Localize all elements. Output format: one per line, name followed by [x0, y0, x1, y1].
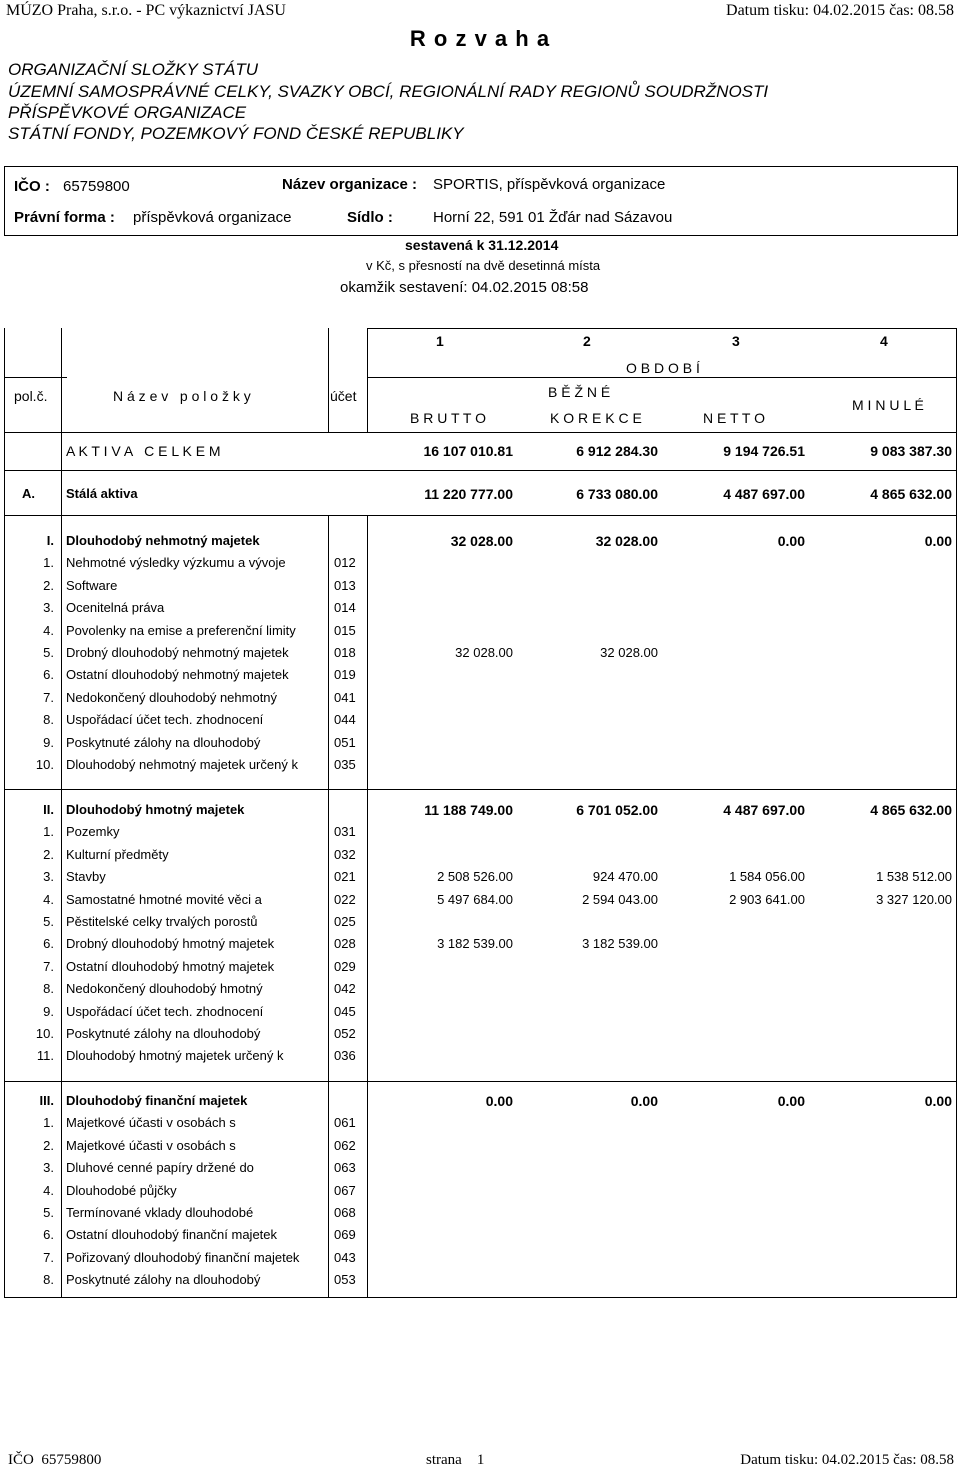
row-number: 3.: [43, 1160, 54, 1176]
table-row: [0, 664, 960, 686]
category-line-2: ÚZEMNÍ SAMOSPRÁVNÉ CELKY, SVAZKY OBCÍ, REGIONÁLNÍ RADY REGIONŮ SOUDRŽNOSTI: [8, 82, 769, 101]
table-row: [0, 642, 960, 664]
table-row: [0, 1224, 960, 1246]
total-assets-row: [0, 440, 960, 462]
row-account: 063: [334, 1160, 356, 1176]
row-account: 012: [334, 555, 356, 571]
table-row: [0, 978, 960, 1000]
section-number: II.: [43, 802, 54, 817]
document-title: R o z v a h a: [409, 26, 551, 51]
table-row: [0, 597, 960, 619]
row-account: 044: [334, 712, 356, 728]
section-value: 0.00: [924, 1093, 952, 1109]
row-account: 068: [334, 1205, 356, 1220]
section-label: Dlouhodobý nehmotný majetek: [66, 533, 260, 548]
compile-moment: okamžik sestavení: 04.02.2015 08:58: [340, 279, 589, 296]
category-line-4: STÁTNÍ FONDY, POZEMKOVÝ FOND ČESKÉ REPUBLIKY: [8, 124, 464, 143]
row-name: Uspořádací účet tech. zhodnocení: [66, 1003, 264, 1019]
row-account: 069: [334, 1227, 356, 1243]
row-account: 021: [334, 869, 356, 885]
table-row: [0, 1247, 960, 1269]
period-header: O B D O B Í: [626, 360, 700, 376]
section-value: 6 701 052.00: [576, 802, 658, 818]
table-row: [0, 1135, 960, 1157]
row-name: Dlouhodobý nehmotný majetek určený k: [66, 757, 298, 772]
row-name: Stavby: [66, 869, 106, 885]
table-row: [0, 889, 960, 911]
row-name: Povolenky na emise a preferenční limity: [66, 622, 296, 638]
total-assets-brutto: 16 107 010.81: [423, 443, 513, 459]
total-assets-korekce: 6 912 284.30: [576, 443, 658, 459]
table-row: [0, 1112, 960, 1134]
row-name: Drobný dlouhodobý nehmotný majetek: [66, 645, 289, 660]
table-row: [0, 552, 960, 574]
row-name: Termínované vklady dlouhodobé: [66, 1205, 254, 1220]
row-number: 9.: [43, 1003, 54, 1019]
section-value: 0.00: [485, 1093, 513, 1109]
row-name: Dluhové cenné papíry držené do: [66, 1160, 254, 1176]
row-name: Majetkové účasti v osobách s: [66, 1137, 236, 1153]
section-value: 0.00: [630, 1093, 658, 1109]
row-name: Pořizovaný dlouhodobý finanční majetek: [66, 1249, 300, 1265]
footer-page: strana 1: [426, 1452, 485, 1468]
row-account: 018: [334, 645, 356, 660]
table-row: [0, 1180, 960, 1202]
row-number: 5.: [43, 1205, 54, 1220]
row-account: 041: [334, 689, 356, 705]
korekce-header: K O R E K C E: [550, 410, 642, 426]
table-row: [0, 709, 960, 731]
row-account: 032: [334, 846, 356, 862]
table-row: [0, 911, 960, 933]
row-number: 2.: [43, 1137, 54, 1153]
col-num-4: 4: [880, 333, 888, 349]
row-value: 3 182 539.00: [437, 936, 513, 952]
row-number: 1.: [43, 824, 54, 840]
account-header: účet: [330, 388, 357, 404]
row-account: 013: [334, 577, 356, 593]
row-name: Poskytnuté zálohy na dlouhodobý: [66, 1272, 261, 1288]
category-line-1: ORGANIZAČNÍ SLOŽKY STÁTU: [8, 60, 259, 79]
row-account: 053: [334, 1272, 356, 1288]
section-value: 4 487 697.00: [723, 802, 805, 818]
precision-note: v Kč, s přesností na dvě desetinná místa: [366, 258, 601, 273]
row-account: 062: [334, 1137, 356, 1153]
row-number: 10.: [35, 757, 54, 772]
row-number: 4.: [43, 1182, 54, 1198]
row-value: 3 182 539.00: [582, 936, 658, 952]
row-account: 014: [334, 600, 356, 616]
fixed-assets-row: [0, 483, 960, 505]
row-number: 4.: [43, 622, 54, 638]
row-name: Software: [66, 577, 118, 593]
fixed-assets-korekce: 6 733 080.00: [576, 486, 658, 502]
row-value: 2 903 641.00: [729, 891, 805, 907]
section-value: 0.00: [924, 533, 952, 549]
row-number: 9.: [43, 734, 54, 750]
row-account: 029: [334, 958, 356, 974]
row-account: 045: [334, 1003, 356, 1019]
row-name: Samostatné hmotné movité věci a: [66, 891, 262, 907]
total-assets-minule: 9 083 387.30: [870, 443, 952, 459]
row-account: 031: [334, 824, 356, 840]
row-value: 1 584 056.00: [729, 869, 805, 885]
table-row: [0, 956, 960, 978]
seat-value: Horní 22, 591 01 Žďár nad Sázavou: [433, 209, 673, 226]
seat-label: Sídlo :: [347, 209, 393, 226]
fixed-assets-netto: 4 487 697.00: [723, 486, 805, 502]
section-value: 11 188 749.00: [424, 802, 513, 818]
table-row: [0, 1157, 960, 1179]
row-number: 2.: [43, 577, 54, 593]
legal-form-value: příspěvková organizace: [133, 209, 292, 226]
row-account: 061: [334, 1115, 356, 1131]
row-number: 6.: [43, 1227, 54, 1243]
footer-ico: IČO 65759800: [8, 1452, 102, 1468]
table-row: [0, 1045, 960, 1067]
row-number: 8.: [43, 712, 54, 728]
row-account: 051: [334, 734, 356, 750]
fixed-assets-minule: 4 865 632.00: [870, 486, 952, 502]
row-number: 6.: [43, 667, 54, 683]
table-row: [0, 620, 960, 642]
fixed-assets-number: A.: [22, 486, 35, 501]
table-row: [0, 821, 960, 843]
row-account: 043: [334, 1249, 356, 1265]
fixed-assets-label: Stálá aktiva: [66, 486, 138, 501]
row-name: Drobný dlouhodobý hmotný majetek: [66, 936, 275, 952]
section-value: 4 865 632.00: [870, 802, 952, 818]
row-name: Nedokončený dlouhodobý hmotný: [66, 981, 263, 997]
row-name: Ostatní dlouhodobý finanční majetek: [66, 1227, 278, 1243]
row-name: Poskytnuté zálohy na dlouhodobý: [66, 1026, 261, 1041]
row-name: Pěstitelské celky trvalých porostů: [66, 914, 258, 929]
row-account: 052: [334, 1026, 356, 1041]
row-account: 019: [334, 667, 356, 683]
section-label: Dlouhodobý finanční majetek: [66, 1093, 248, 1108]
row-number: 7.: [43, 689, 54, 705]
netto-header: N E T T O: [703, 410, 765, 426]
org-name-value: SPORTIS, příspěvková organizace: [433, 176, 666, 193]
row-number: 3.: [43, 869, 54, 885]
legal-form-label: Právní forma :: [14, 209, 115, 226]
section-value: 0.00: [777, 533, 805, 549]
row-account: 022: [334, 891, 356, 907]
row-name: Poskytnuté zálohy na dlouhodobý: [66, 734, 261, 750]
section-header-row: [0, 530, 960, 552]
total-assets-netto: 9 194 726.51: [723, 443, 805, 459]
table-row: [0, 866, 960, 888]
row-value: 2 508 526.00: [437, 869, 513, 885]
row-name: Ostatní dlouhodobý nehmotný majetek: [66, 667, 289, 683]
section-header-row: [0, 1090, 960, 1112]
row-name: Pozemky: [66, 824, 120, 840]
row-number: 4.: [43, 891, 54, 907]
table-row: [0, 732, 960, 754]
row-account: 028: [334, 936, 356, 952]
row-name: Dlouhodobý hmotný majetek určený k: [66, 1048, 284, 1064]
col-num-3: 3: [732, 333, 740, 349]
row-number: 3.: [43, 600, 54, 616]
section-number: III.: [39, 1093, 54, 1108]
print-datetime: Datum tisku: 04.02.2015 čas: 08.58: [726, 2, 954, 19]
row-name: Nedokončený dlouhodobý nehmotný: [66, 689, 278, 705]
previous-period-header: M I N U L É: [852, 397, 924, 413]
ico-label: IČO :: [14, 178, 50, 195]
row-value: 3 327 120.00: [876, 891, 952, 907]
fixed-assets-brutto: 11 220 777.00: [424, 486, 513, 502]
row-name: Majetkové účasti v osobách s: [66, 1115, 236, 1131]
ico-value: 65759800: [63, 178, 130, 195]
row-number: 8.: [43, 1272, 54, 1288]
table-row: [0, 575, 960, 597]
table-row: [0, 754, 960, 776]
row-number: 1.: [43, 555, 54, 571]
section-value: 32 028.00: [595, 533, 658, 549]
table-row: [0, 687, 960, 709]
row-number: 1.: [43, 1115, 54, 1131]
row-number: 7.: [43, 958, 54, 974]
row-account: 042: [334, 981, 356, 997]
row-number: 2.: [43, 846, 54, 862]
category-line-3: PŘÍSPĚVKOVÉ ORGANIZACE: [8, 103, 247, 122]
section-value: 0.00: [777, 1093, 805, 1109]
row-value: 5 497 684.00: [437, 891, 513, 907]
item-name-header: N á z e v p o l o ž k y: [113, 388, 251, 404]
row-name: Kulturní předměty: [66, 846, 169, 862]
footer-print-datetime: Datum tisku: 04.02.2015 čas: 08.58: [740, 1452, 954, 1468]
row-number: 8.: [43, 981, 54, 997]
brutto-header: B R U T T O: [410, 410, 486, 426]
row-value: 924 470.00: [592, 869, 658, 885]
current-period-header: B Ě Ž N É: [548, 384, 611, 400]
total-assets-label: A K T I V A C E L K E M: [66, 443, 221, 459]
section-number: I.: [46, 533, 54, 548]
row-name: Uspořádací účet tech. zhodnocení: [66, 712, 264, 728]
table-row: [0, 1269, 960, 1291]
table-row: [0, 844, 960, 866]
table-row: [0, 933, 960, 955]
print-source: MÚZO Praha, s.r.o. - PC výkaznictví JASU: [6, 2, 286, 19]
col-num-2: 2: [583, 333, 591, 349]
row-number: 5.: [43, 645, 54, 660]
row-value: 32 028.00: [455, 645, 513, 660]
section-label: Dlouhodobý hmotný majetek: [66, 802, 245, 817]
row-account: 036: [334, 1048, 356, 1064]
section-value: 32 028.00: [450, 533, 513, 549]
table-row: [0, 1023, 960, 1045]
row-account: 035: [334, 757, 356, 772]
org-name-label: Název organizace :: [282, 176, 418, 193]
row-value: 1 538 512.00: [876, 869, 952, 885]
item-number-header: pol.č.: [14, 388, 48, 404]
section-header-row: [0, 799, 960, 821]
col-num-1: 1: [436, 333, 444, 349]
row-account: 067: [334, 1182, 356, 1198]
row-value: 2 594 043.00: [582, 891, 658, 907]
compiled-date: sestavená k 31.12.2014: [405, 237, 559, 253]
row-name: Ocenitelná práva: [66, 600, 165, 616]
row-name: Nehmotné výsledky výzkumu a vývoje: [66, 555, 286, 571]
row-number: 7.: [43, 1249, 54, 1265]
row-name: Dlouhodobé půjčky: [66, 1182, 177, 1198]
table-row: [0, 1001, 960, 1023]
row-account: 025: [334, 914, 356, 929]
row-account: 015: [334, 622, 356, 638]
row-number: 5.: [43, 914, 54, 929]
row-value: 32 028.00: [600, 645, 658, 660]
row-name: Ostatní dlouhodobý hmotný majetek: [66, 958, 275, 974]
row-number: 11.: [36, 1048, 54, 1064]
row-number: 10.: [35, 1026, 54, 1041]
table-row: [0, 1202, 960, 1224]
row-number: 6.: [43, 936, 54, 952]
